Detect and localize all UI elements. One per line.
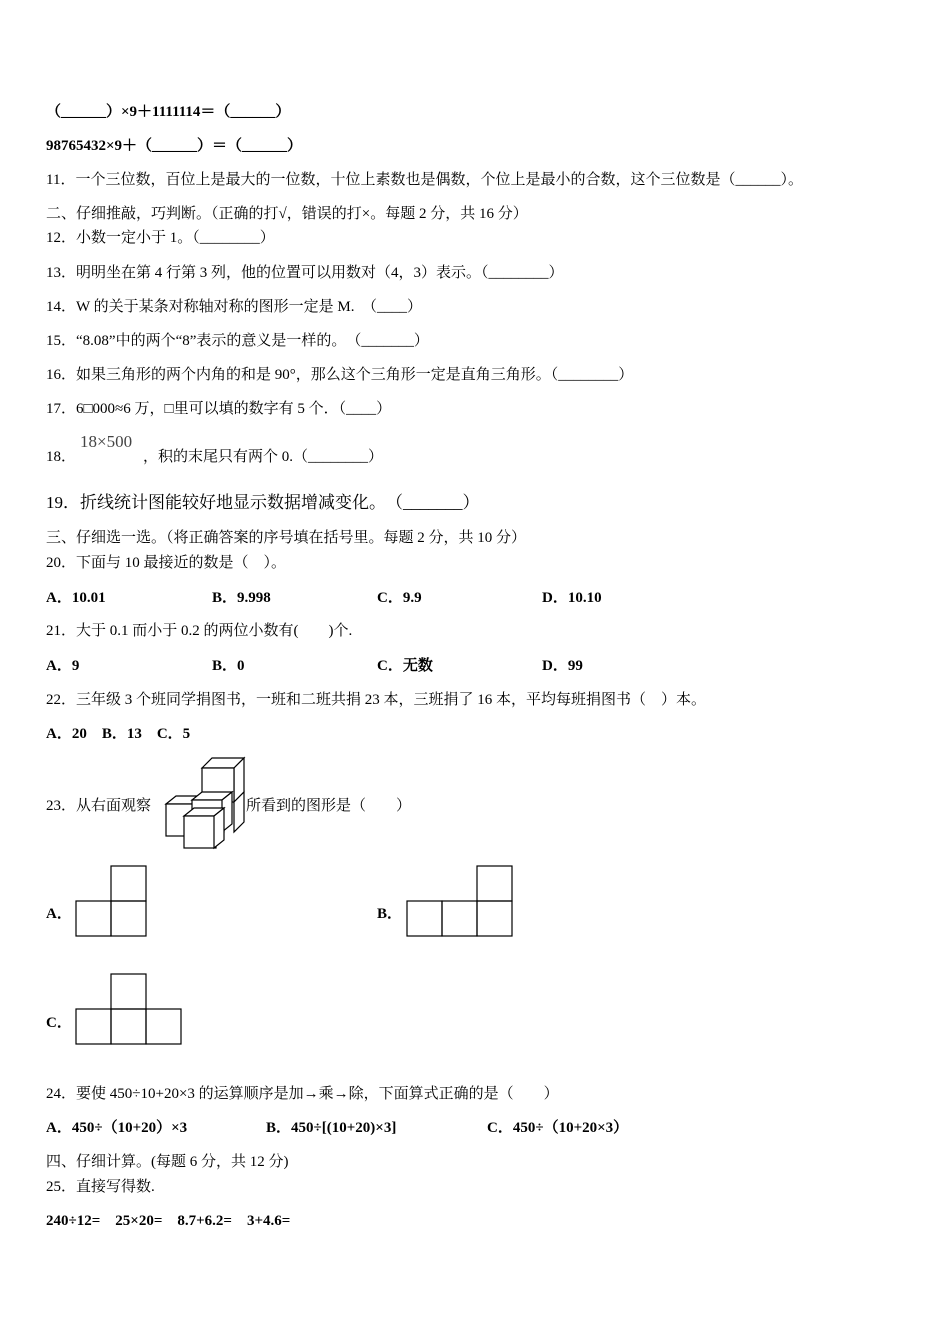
q20-option-c[interactable]: C．9.9	[377, 590, 422, 606]
q21-option-c[interactable]: C．无数	[377, 658, 433, 674]
question-18-expression: 18×500	[80, 432, 133, 451]
q21-option-d[interactable]: D．99	[542, 658, 583, 674]
blank-line-2: 98765432×9＋（______）＝（______）	[46, 138, 303, 154]
question-23-prefix: 23．从右面观察	[46, 798, 152, 814]
question-12: 12．小数一定小于 1。（________）	[46, 230, 275, 246]
question-20: 20．下面与 10 最接近的数是（ ）。	[46, 555, 287, 571]
question-11: 11．一个三位数，百位上是最大的一位数，十位上素数也是偶数，个位上是最小的合数，这个三位数是（______）。	[46, 172, 803, 188]
section-2-heading: 二、仔细推敲，巧判断。（正确的打√，错误的打×。每题 2 分，共 16 分）	[46, 206, 528, 222]
q23-option-a[interactable]: A．	[46, 906, 72, 922]
q24-option-b[interactable]: B．450÷[(10+20)×3]	[266, 1120, 397, 1136]
q23-figure-b	[405, 864, 517, 938]
q23-option-c[interactable]: C．	[46, 1015, 72, 1031]
question-22: 22．三年级 3 个班同学捐图书，一班和二班共捐 23 本，三班捐了 16 本，平均每班捐图书（ ）本。	[46, 692, 707, 708]
question-14: 14．W 的关于某条对称轴对称的图形一定是 M. （____）	[46, 299, 422, 315]
q23-figure-a	[74, 864, 150, 938]
q20-option-b[interactable]: B．9.998	[212, 590, 271, 606]
q23-option-b[interactable]: B．	[377, 906, 403, 922]
blank-line-1: （______）×9＋1111114＝（______）	[46, 104, 291, 120]
question-18-number: 18．	[46, 449, 77, 465]
question-18-text: ，积的末尾只有两个 0.（________）	[143, 449, 384, 465]
question-17: 17．6□000≈6 万，□里可以填的数字有 5 个．（____）	[46, 401, 392, 417]
question-23-suffix: 所看到的图形是（ ）	[246, 798, 412, 814]
q24-option-a[interactable]: A．450÷（10+20）×3	[46, 1120, 188, 1136]
q22-options[interactable]: A．20 B．13 C．5	[46, 726, 191, 742]
q21-option-a[interactable]: A．9	[46, 658, 80, 674]
question-15: 15．“8.08”中的两个“8”表示的意义是一样的。 （_______）	[46, 333, 429, 349]
question-25: 25．直接写得数.	[46, 1179, 155, 1195]
q24-option-c[interactable]: C．450÷（10+20×3）	[487, 1120, 629, 1136]
section-3-heading: 三、仔细选一选。（将正确答案的序号填在括号里。每题 2 分，共 10 分）	[46, 530, 527, 546]
question-19: 19．折线统计图能较好地显示数据增减变化。 （_______）	[46, 493, 480, 512]
q21-option-b[interactable]: B．0	[212, 658, 245, 674]
cube-stack-figure	[160, 756, 250, 852]
question-13: 13．明明坐在第 4 行第 3 列，他的位置可以用数对（4，3）表示。（________）	[46, 265, 564, 281]
question-16: 16．如果三角形的两个内角的和是 90°，那么这个三角形一定是直角三角形。（________）	[46, 367, 634, 383]
question-25-items: 240÷12= 25×20= 8.7+6.2= 3+4.6=	[46, 1213, 291, 1229]
q20-option-d[interactable]: D．10.10	[542, 590, 602, 606]
question-21: 21．大于 0.1 而小于 0.2 的两位小数有( )个.	[46, 623, 353, 639]
section-4-heading: 四、仔细计算。(每题 6 分，共 12 分)	[46, 1154, 289, 1170]
question-24: 24．要使 450÷10+20×3 的运算顺序是加→乘→除，下面算式正确的是（ ）	[46, 1086, 559, 1102]
q23-figure-c	[74, 972, 186, 1048]
q20-option-a[interactable]: A．10.01	[46, 590, 106, 606]
